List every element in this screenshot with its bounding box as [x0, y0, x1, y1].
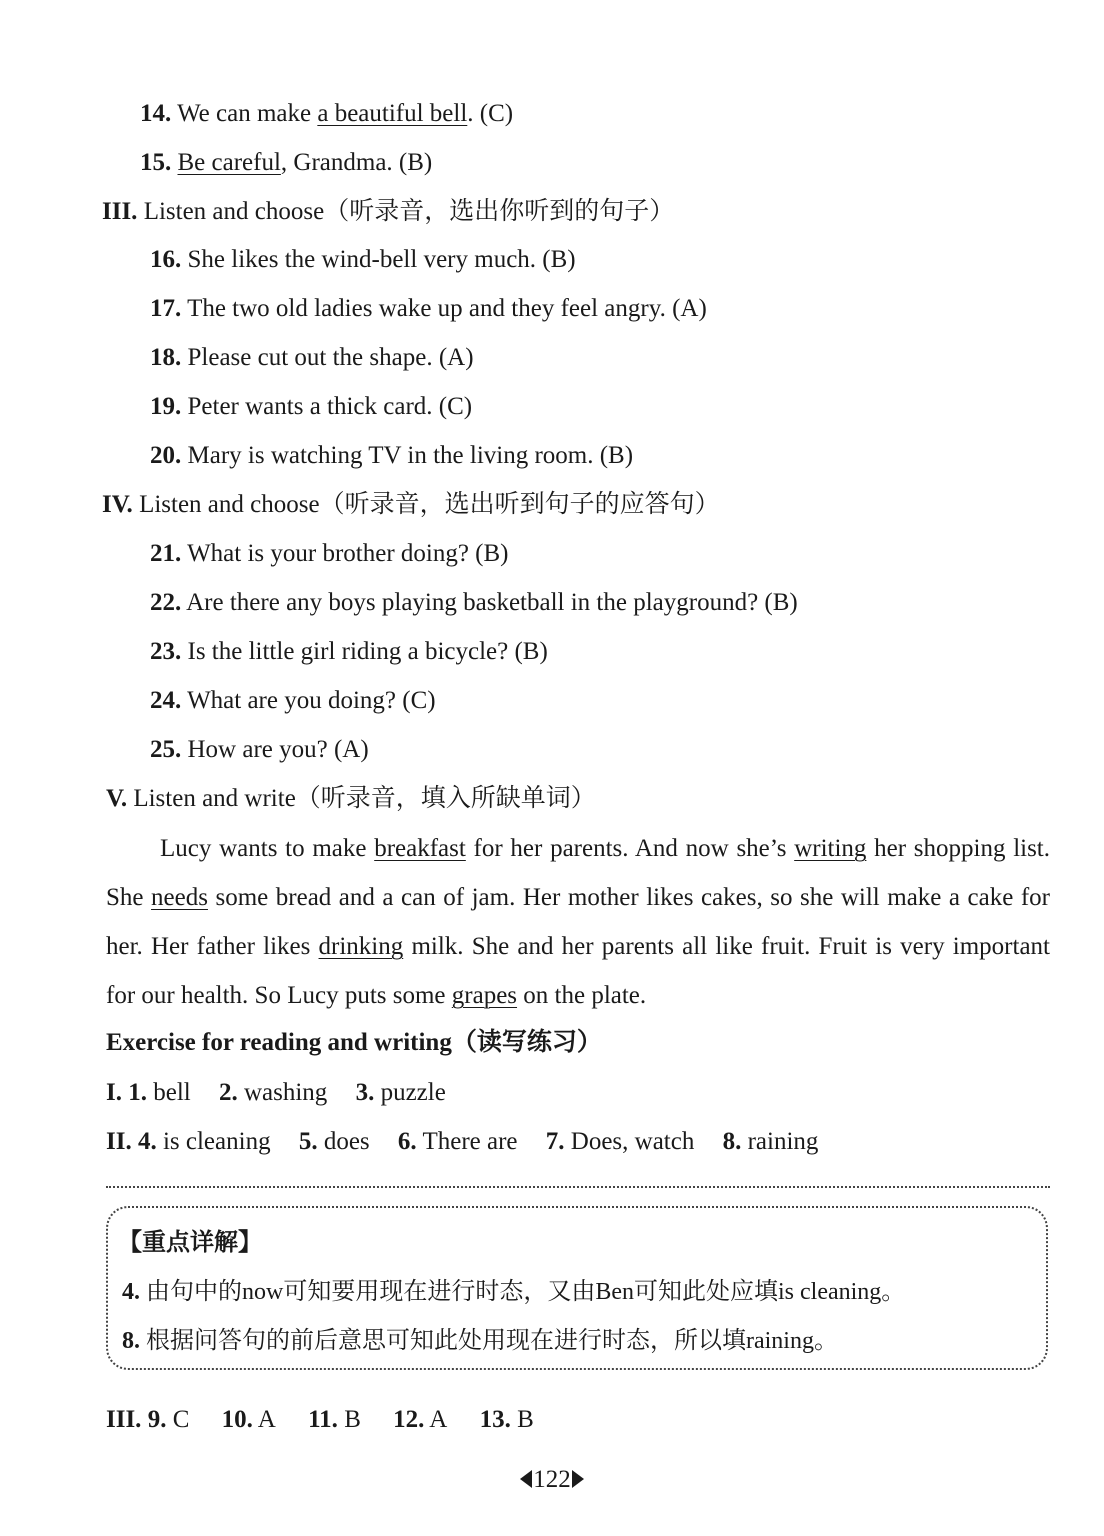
answer-15 — [140, 148, 432, 178]
section-number: III. — [102, 198, 138, 225]
item-number: 5. — [298, 1128, 318, 1155]
filled-blank: writing — [794, 835, 867, 862]
item-number: 20. — [150, 442, 182, 469]
page-number-text: 122 — [533, 1466, 571, 1493]
answer-text: raining — [747, 1128, 819, 1155]
item-number: 3. — [355, 1079, 375, 1106]
filled-blank: drinking — [318, 933, 404, 960]
section-title: Listen and write（听录音，填入所缺单词） — [133, 785, 596, 812]
item-number: 9. — [147, 1406, 167, 1433]
item-number: 17. — [150, 295, 182, 322]
underlined-answer: a beautiful bell — [317, 100, 468, 127]
item-text: How are you? (A) — [187, 736, 369, 763]
passage-text: some bread and a can of jam. Her mother likes cakes, so she will make a cake for her. Her father likes — [106, 884, 1050, 960]
item-number: 19. — [150, 393, 182, 420]
rw-section-2 — [106, 1127, 818, 1157]
key-point-row — [122, 1320, 838, 1355]
list-item — [150, 245, 576, 275]
item-text: The two old ladies wake up and they feel angry. (A) — [187, 295, 707, 322]
passage-text: Lucy wants to make — [160, 835, 375, 862]
list-item — [150, 588, 798, 618]
left-triangle-icon — [520, 1470, 532, 1488]
item-number: 23. — [150, 638, 182, 665]
explanation-text: 根据问答句的前后意思可知此处用现在进行时态，所以填raining。 — [146, 1328, 838, 1354]
key-points-heading: 【重点详解】 — [118, 1228, 262, 1256]
item-number: 25. — [150, 736, 182, 763]
item-number: 16. — [150, 246, 182, 273]
list-item — [150, 343, 474, 373]
right-triangle-icon — [572, 1470, 584, 1488]
rw-section-3 — [106, 1405, 534, 1435]
item-number: 8. — [122, 1328, 140, 1354]
answer-text: washing — [243, 1079, 328, 1106]
cloze-passage — [106, 824, 1050, 1020]
item-text: Are there any boys playing basketball in the playground? (B) — [186, 589, 798, 616]
list-item — [150, 392, 472, 422]
item-number: 11. — [308, 1406, 338, 1433]
item-number: 13. — [479, 1406, 511, 1433]
section-title: Listen and choose（听录音，选出听到句子的应答句） — [139, 491, 720, 518]
list-item — [150, 294, 707, 324]
answer-text: bell — [153, 1079, 191, 1106]
answer-text: A — [429, 1406, 448, 1433]
list-item — [150, 441, 633, 471]
item-text: Is the little girl riding a bicycle? (B) — [187, 638, 548, 665]
section-number: III. — [106, 1406, 142, 1433]
list-item — [150, 539, 509, 569]
item-number: 8. — [722, 1128, 742, 1155]
key-points-box — [106, 1206, 1048, 1370]
item-number: 4. — [122, 1279, 140, 1305]
reading-writing-heading: Exercise for reading and writing（读写练习） — [106, 1029, 602, 1056]
answer-text: Does, watch — [570, 1128, 695, 1155]
item-text: Mary is watching TV in the living room. (B) — [187, 442, 634, 469]
item-number: 7. — [545, 1128, 565, 1155]
passage-text: for her parents. And now she’s — [465, 835, 795, 862]
list-item — [150, 637, 548, 667]
page-number — [0, 1466, 1104, 1494]
item-text: What is your brother doing? (B) — [187, 540, 509, 567]
item-number: 6. — [397, 1128, 417, 1155]
filled-blank: breakfast — [374, 835, 466, 862]
item-number: 1. — [128, 1079, 147, 1106]
item-text: We can make — [177, 100, 318, 127]
filled-blank: grapes — [451, 982, 518, 1009]
answer-text: puzzle — [380, 1079, 446, 1106]
answer-text: does — [323, 1128, 370, 1155]
item-number: 14. — [140, 100, 172, 127]
answer-14 — [140, 99, 513, 129]
list-item — [150, 686, 436, 716]
section-title: Listen and choose（听录音，选出你听到的句子） — [143, 198, 675, 225]
section-5-heading — [106, 784, 596, 814]
item-number: 18. — [150, 344, 182, 371]
underlined-answer: Be careful — [177, 149, 281, 176]
answer-text: B — [517, 1406, 534, 1433]
item-number: 12. — [393, 1406, 425, 1433]
item-text: Please cut out the shape. (A) — [187, 344, 474, 371]
passage-text: on the plate. — [517, 982, 647, 1009]
section-3-heading — [102, 197, 674, 227]
answer-text: C — [172, 1406, 190, 1433]
answer-text: is cleaning — [162, 1128, 271, 1155]
key-point-row — [122, 1271, 905, 1306]
item-number: 24. — [150, 687, 182, 714]
item-text: What are you doing? (C) — [187, 687, 436, 714]
item-text: , Grandma. (B) — [280, 149, 433, 176]
section-4-heading — [102, 490, 720, 520]
passage-text: her shopping list. She — [106, 835, 1051, 911]
item-number: 4. — [137, 1128, 157, 1155]
section-number: II. — [106, 1128, 132, 1155]
item-number: 10. — [221, 1406, 253, 1433]
filled-blank: needs — [151, 884, 208, 911]
item-text: She likes the wind-bell very much. (B) — [187, 246, 576, 273]
rw-section-1 — [106, 1078, 446, 1108]
explanation-text: 由句中的now可知要用现在进行时态，又由Ben可知此处应填is cleaning。 — [146, 1279, 906, 1305]
section-number: IV. — [102, 491, 133, 518]
section-number: I. — [106, 1079, 122, 1106]
item-text: . (C) — [467, 100, 514, 127]
item-number: 22. — [150, 589, 182, 616]
item-number: 21. — [150, 540, 182, 567]
item-number: 15. — [140, 149, 172, 176]
answer-text: A — [257, 1406, 276, 1433]
section-number: V. — [106, 785, 128, 812]
item-text: Peter wants a thick card. (C) — [187, 393, 473, 420]
answer-text: There are — [422, 1128, 518, 1155]
dotted-divider — [106, 1186, 1050, 1188]
passage-text: milk. She and her parents all like fruit. Fruit is very important for our health. So Lucy puts some — [106, 933, 1050, 1009]
item-number: 2. — [218, 1079, 238, 1106]
answer-text: B — [344, 1406, 361, 1433]
list-item — [150, 735, 369, 765]
